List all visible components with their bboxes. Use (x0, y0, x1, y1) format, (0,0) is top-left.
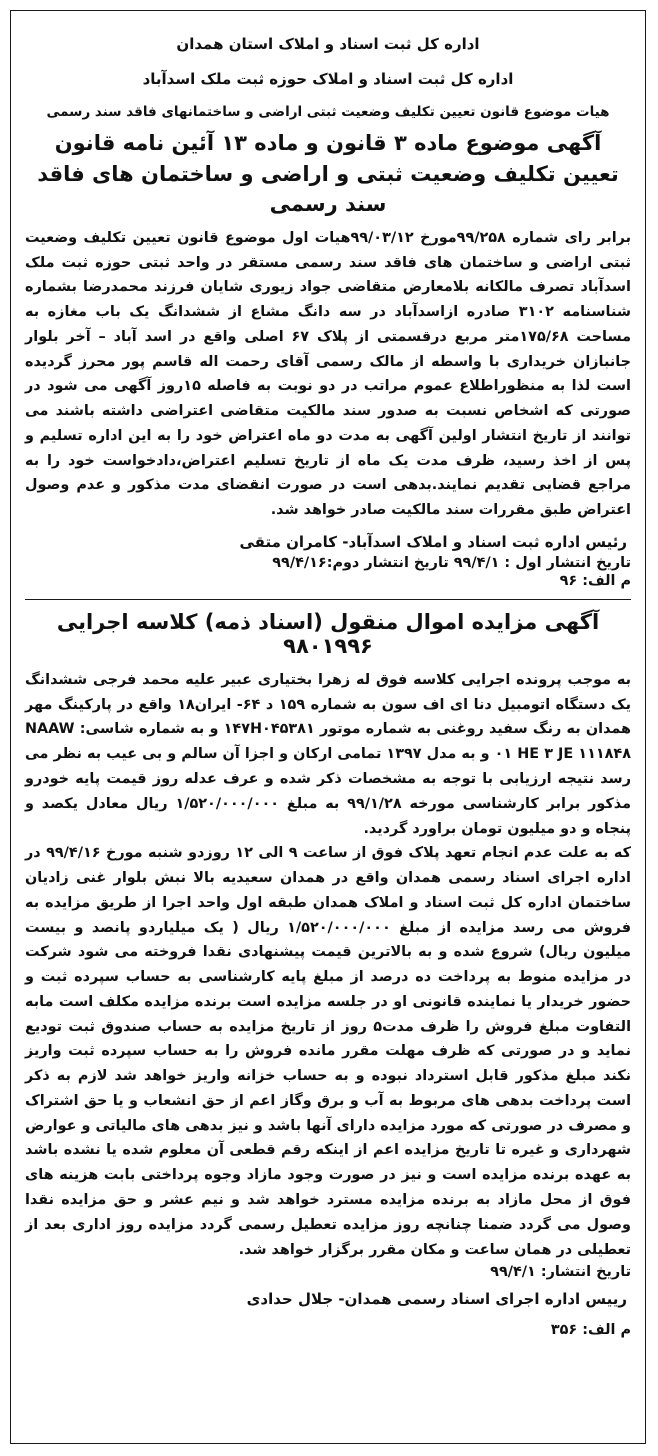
section-divider (25, 599, 631, 600)
header-line-3: هیات موضوع قانون تعیین تکلیف وضعیت ثبتی اراضی و ساختمانهای فاقد سند رسمی (46, 103, 610, 120)
notice-content (11, 11, 645, 1350)
notice2-body-part2: که به علت عدم انجام تعهد پلاک فوق از ساعت ۹ الی ۱۲ روزدو شنبه مورخ ۹۹/۴/۱۶ در اداره اجرای اسناد رسمی همدان واقع در همدان سعیدیه بالا نبش بلوار غنی زادیان ساختمان اداره کل ثبت اسناد و املاک همدان طبقه اول واحد اجرا از طریق مزایده به فروش می رسد مزایده از مبلغ ۱/۵۲۰/۰۰۰/۰۰۰ ریال ( یک میلیاردو پانصد و بیست میلیون ریال) شروع شده و به بالاترین قیمت پیشنهادی نقدا فروخته می شود شرکت در مزایده منوط به پرداخت ده درصد از مبلغ پایه کارشناسی به حساب سپرده ثبت و حضور خریدار یا نماینده قانونی او در جلسه مزایده است برنده مزایده مکلف است مابه التفاوت مبلغ فروش را ظرف مدت۵ روز از تاریخ مزایده به حساب صندوق ثبت تودیع نماید و در صورتی که ظرف مهلت مقرر مانده فروش را به حساب سپرده ثبت واریز نکند مبلغ مذکور قابل استرداد نبوده و به حساب خزانه واریز خواهد شد لازم به ذکر است پرداخت بدهی های مربوط به آب و برق وگاز اعم از حق انشعاب و یا حق اشتراک و مصرف در صورتی که مورد مزایده دارای آنها باشد و نیز بدهی های مالیاتی و عوارض شهرداری و غیره تا تاریخ مزایده اعم از اینکه رقم قطعی آن معلوم شده یا نشده باشد به عهده برنده مزایده است و نیز در صورت وجود مازاد وجوه پرداختی بابت هزینه های فوق از محل مازاد به برنده مزایده مسترد خواهد شد و نیم عشر و حق مزایده نقدا وصول می گردد ضمنا چنانچه روز مزایده تعطیل رسمی گردد مزایده روز اداری بعد از تعطیلی در همان ساعت و مکان مقرر برگزار خواهد شد. (25, 845, 631, 1258)
notice1-ref: م الف: ۹۶ (559, 572, 631, 589)
header-line-1: اداره کل ثبت اسناد و املاک استان همدان (176, 35, 480, 53)
notice2-ref: م الف: ۳۵۶ (550, 1322, 631, 1339)
notice2-title: آگهی مزایده اموال منقول (اسناد ذمه) کلاسه اجرایی ۹۸۰۱۹۹۶ (56, 609, 600, 658)
notice1-body: برابر رای شماره ۹۹/۲۵۸مورخ ۹۹/۰۳/۱۲هیات اول موضوع قانون تعیین تکلیف وضعیت ثبتی اراضی و ساختمان های فاقد سند رسمی مستقر در واحد ثبتی حوزه ثبت ملک اسدآباد تصرف مالکانه بلامعارض متقاضی جواد زیوری شایان فرزند محمدرضا بشماره شناسنامه ۳۱۰۲ صادره ازاسدآباد در سه دانگ مشاع از ششدانگ یک باب مغازه به مساحت ۱۷۵/۶۸متر مربع درقسمتی از پلاک ۶۷ اصلی واقع در اسد آباد – آخر بلوار جانبازان خریداری با واسطه از مالک رسمی آقای رحمت اله قاسم پور محرز گردیده است لذا به منظوراطلاع عموم مراتب در دو نوبت به فاصله ۱۵روز آگهی می شود در صورتی که اشخاص نسبت به صدور سند مالکیت متقاضی اعتراضی داشته باشند می توانند از تاریخ انتشار اولین آگهی به مدت دو ماه اعتراض خود را به این اداره تسلیم و پس از اخذ رسید، ظرف مدت یک ماه از تاریخ تسلیم اعتراض،دادخواست خود را به مراجع قضایی تقدیم نمایند.بدهی است در صورت انقضای مدت مذکور و عدم وصول اعتراض طبق مقررات سند مالکیت صادر خواهد شد. (25, 229, 631, 519)
newspaper-notice-page (10, 10, 646, 1444)
notice1-publish-dates: تاریخ انتشار اول : ۹۹/۴/۱ تاریخ انتشار دوم:۹۹/۴/۱۶ (272, 554, 631, 571)
notice2-signature: رییس اداره اجرای اسناد رسمی همدان- جلال حدادی (246, 1290, 627, 1309)
notice2-publish-date: تاریخ انتشار: ۹۹/۴/۱ (490, 1264, 631, 1281)
notice2-body-part1: به موجب پرونده اجرایی کلاسه فوق له زهرا بختیاری عبیر علیه محمد فرجی ششدانگ یک دستگاه اتومبیل دنا ای اف سون به شماره ۱۵۹ د ۶۴- ایران۱۸ واقع در پارکینگ مهر همدان به رنگ سفید روغنی به شماره موتور ۱۴۷H۰۴۵۳۸۱ و به شماره شاسی: NAAW ۰۱ HE ۳ JE ۱۱۱۸۴۸ و به مدل ۱۳۹۷ تمامی ارکان و اجزا آن سالم و بی عیب به نظر می رسد نتیجه ارزیابی با توجه به مشخصات ذکر شده و عرف عدله روز قیمت پایه خودرو مذکور برابر کارشناسی مورخه ۹۹/۱/۲۸ به مبلغ ۱/۵۲۰/۰۰۰/۰۰۰ ریال معادل یکصد و پنجاه و دو میلیون تومان براورد گردید. (25, 671, 632, 837)
notice1-signature: رئیس اداره ثبت اسناد و املاک اسدآباد- کامران متقی (239, 532, 627, 551)
notice1-title: آگهی موضوع ماده ۳ قانون و ماده ۱۳ آئین نامه قانون تعیین تکلیف وضعیت ثبتی و اراضی و ساختمان های فاقد سند رسمی (37, 131, 619, 217)
header-line-2: اداره کل ثبت اسناد و املاک حوزه ثبت ملک اسدآباد (142, 70, 514, 89)
